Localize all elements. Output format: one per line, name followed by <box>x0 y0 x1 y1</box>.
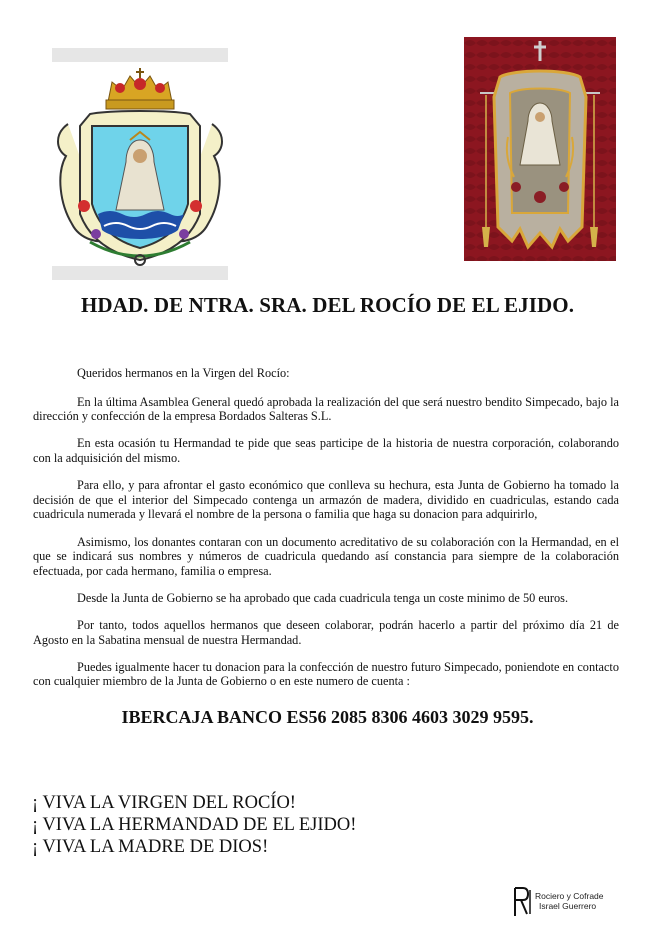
coat-top-bar <box>52 48 228 62</box>
simpecado-banner-image <box>464 37 616 261</box>
page-title: HDAD. DE NTRA. SRA. DEL ROCÍO DE EL EJIDO. <box>80 293 575 317</box>
bank-account: IBERCAJA BANCO ES56 2085 8306 4603 3029 9595. <box>121 707 534 727</box>
paragraph: Para ello, y para afrontar el gasto económico que conlleva su hechura, esta Junta de Gobierno ha tomado la decisión de que el interior del Simpecado contenga un armazón de madera, dividido en cuadriculas, estando cada cuadricula numerada y llevará el nombre de la persona o familia que haga su donacion para adquirirlo, <box>33 478 619 522</box>
greeting: Queridos hermanos en la Virgen del Rocío: <box>77 366 290 380</box>
paragraph: Por tanto, todos aquellos hermanos que deseen colaborar, podrán hacerlo a partir del próximo día 21 de Agosto en la Sabatina mensual de nuestra Hermandad. <box>33 618 619 647</box>
viva-line: ¡ VIVA LA HERMANDAD DE EL EJIDO! <box>32 815 357 835</box>
paragraph: Desde la Junta de Gobierno se ha aprobado que cada cuadricula tenga un coste minimo de 50 euros. <box>77 590 569 605</box>
signature-monogram-icon <box>511 884 533 920</box>
paragraph: En esta ocasión tu Hermandad te pide que seas participe de la historia de nuestra corporación, colaborando con la adquisición del mismo. <box>33 436 619 465</box>
viva-line: ¡ VIVA LA MADRE DE DIOS! <box>32 837 269 857</box>
viva-line: ¡ VIVA LA VIRGEN DEL ROCÍO! <box>32 793 296 813</box>
coat-of-arms-icon <box>50 64 230 270</box>
paragraph: Puedes igualmente hacer tu donacion para la confección de nuestro futuro Simpecado, poniendote en contacto con cualquier miembro de la Junta de Gobierno o en este numero de cuenta : <box>33 659 619 689</box>
paragraph: En la última Asamblea General quedó aprobada la realización del que será nuestro bendito Simpecado, bajo la dirección y confección de la empresa Bordados Salteras S.L. <box>33 394 619 424</box>
signature-text <box>535 891 604 911</box>
paragraph: Asimismo, los donantes contaran con un documento acreditativo de su colaboración con la Hermandad, en el que se indicará sus nombres y números de cuadricula quedando así constancia para siempre de la colaboración efectuada, por cada hermano, familia o empresa. <box>33 534 619 578</box>
signature-line: Israel Guerrero <box>539 901 597 911</box>
signature-line: Rociero y Cofrade <box>535 891 604 901</box>
letter-body <box>33 366 619 702</box>
coat-of-arms <box>50 48 230 280</box>
signature <box>511 884 611 920</box>
vivas-list <box>32 792 356 858</box>
